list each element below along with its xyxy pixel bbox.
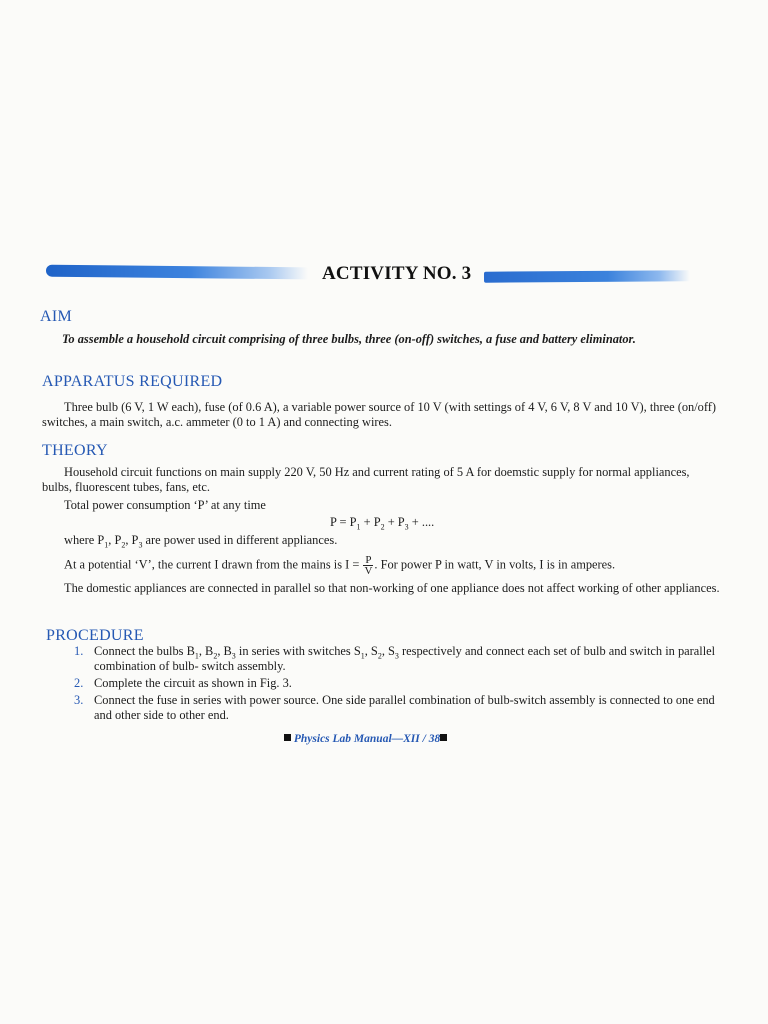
apparatus-heading: APPARATUS REQUIRED (42, 373, 223, 390)
theory-paragraph-5: The domestic appliances are connected in parallel so that non-working of one appliance does not affect working of other appliances. (64, 581, 720, 595)
theory-heading: THEORY (42, 442, 108, 459)
aim-heading: AIM (40, 308, 73, 325)
apparatus-text: Three bulb (6 V, 1 W each), fuse (of 0.6 A), a variable power source of 10 V (with settings of 4 V, 6 V, 8 V and 10 V), three (on/off) switches, a main switch, a.c. ammeter (0 to 1 A) and connecting wires. (42, 400, 717, 429)
title-decoration-left (46, 265, 308, 280)
square-bullet-icon (440, 734, 447, 741)
square-bullet-icon (284, 734, 291, 741)
footer-text: Physics Lab Manual—XII / 38 (293, 733, 441, 745)
procedure-step-1: 1. Connect the bulbs $B_1$, $B_2$, $B_3$ in series with switches $S_1$, $S_2$, $S_3$ respectively and connect each set of bulb and switch in parallel combination of bulb- switch assembly. (74, 644, 716, 673)
theory-paragraph-4: At a potential ‘V’, the current I drawn from the mains is I = $\frac{P}{V}$ . For power P in watt, V in volts, I is in amperes. (64, 554, 616, 577)
theory-paragraph-1: Household circuit functions on main supply 220 V, 50 Hz and current rating of 5 A for doemstic supply for normal appliances, bulbs, fluorescent tubes, fans, etc. (42, 465, 690, 494)
current-fraction: $\frac{P}{V}$ (364, 554, 373, 577)
procedure-step-3: 3. Connect the fuse in series with power source. One side parallel combination of bulb-switch assembly is connected to one end and other side to other end. (74, 693, 715, 722)
power-formula: $P = P_1 + P_2 + P_3$ + .... (330, 515, 435, 532)
procedure-heading: PROCEDURE (46, 627, 144, 644)
procedure-step-2: 2. Complete the circuit as shown in Fig. 3. (74, 676, 292, 690)
procedure-steps (70, 644, 720, 725)
theory-paragraph-3: where $P_1$, $P_2$, $P_3$ are power used in different appliances. (64, 533, 338, 550)
title-decoration-right (484, 270, 690, 282)
page-footer (284, 733, 447, 745)
page-title: ACTIVITY NO. 3 (322, 263, 472, 284)
aim-text: To assemble a household circuit comprising of three bulbs, three (on-off) switches, a fuse and battery eliminator. (62, 332, 636, 346)
theory-paragraph-2: Total power consumption ‘P’ at any time (64, 498, 266, 512)
